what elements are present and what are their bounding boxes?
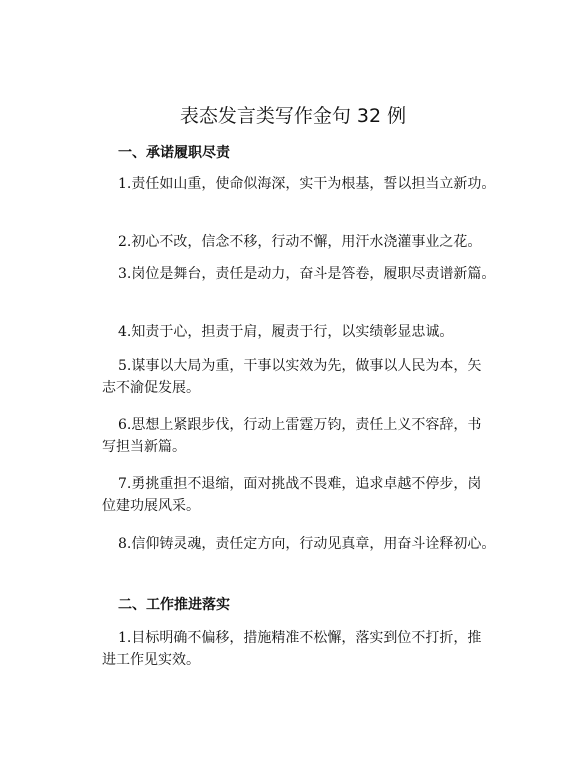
paragraph-item-3: [118, 263, 518, 285]
document-title: 表态发言类写作金句 32 例: [179, 105, 407, 127]
paragraph-item-2: [118, 231, 518, 253]
paragraph-line: 1.目标明确不偏移，措施精准不松懈，落实到位不打折，推: [118, 630, 482, 646]
section-heading-implementation: 二、工作推进落实: [118, 597, 230, 613]
paragraph-line-continued: 志不渝促发展。: [102, 380, 200, 396]
paragraph-line: 7.勇挑重担不退缩，面对挑战不畏难，追求卓越不停步，岗: [118, 476, 482, 492]
paragraph-item-6: [102, 414, 518, 458]
paragraph-item-9: [102, 627, 518, 671]
section-heading-commitment: 一、承诺履职尽责: [118, 145, 230, 161]
paragraph-line: 3.岗位是舞台，责任是动力，奋斗是答卷，履职尽责谱新篇。: [118, 266, 496, 282]
paragraph-line: 8.信仰铸灵魂，责任定方向，行动见真章，用奋斗诠释初心。: [118, 536, 496, 552]
paragraph-line: 5.谋事以大局为重，干事以实效为先，做事以人民为本，矢: [118, 358, 482, 374]
paragraph-line-continued: 进工作见实效。: [102, 652, 200, 668]
paragraph-item-8: [118, 533, 518, 555]
paragraph-line-continued: 写担当新篇。: [102, 439, 186, 455]
paragraph-line: 1.责任如山重，使命似海深，实干为根基，誓以担当立新功。: [118, 176, 496, 192]
paragraph-line: 4.知责于心，担责于肩，履责于行，以实绩彰显忠诚。: [118, 324, 454, 340]
paragraph-item-7: [102, 473, 518, 517]
paragraph-line: 2.初心不改，信念不移，行动不懈，用汗水浇灌事业之花。: [118, 234, 482, 250]
paragraph-item-5: [102, 355, 518, 399]
paragraph-item-4: [118, 321, 518, 343]
paragraph-item-1: [118, 173, 518, 195]
paragraph-line-continued: 位建功展风采。: [102, 498, 200, 514]
paragraph-line: 6.思想上紧跟步伐，行动上雷霆万钧，责任上义不容辞，书: [118, 417, 482, 433]
